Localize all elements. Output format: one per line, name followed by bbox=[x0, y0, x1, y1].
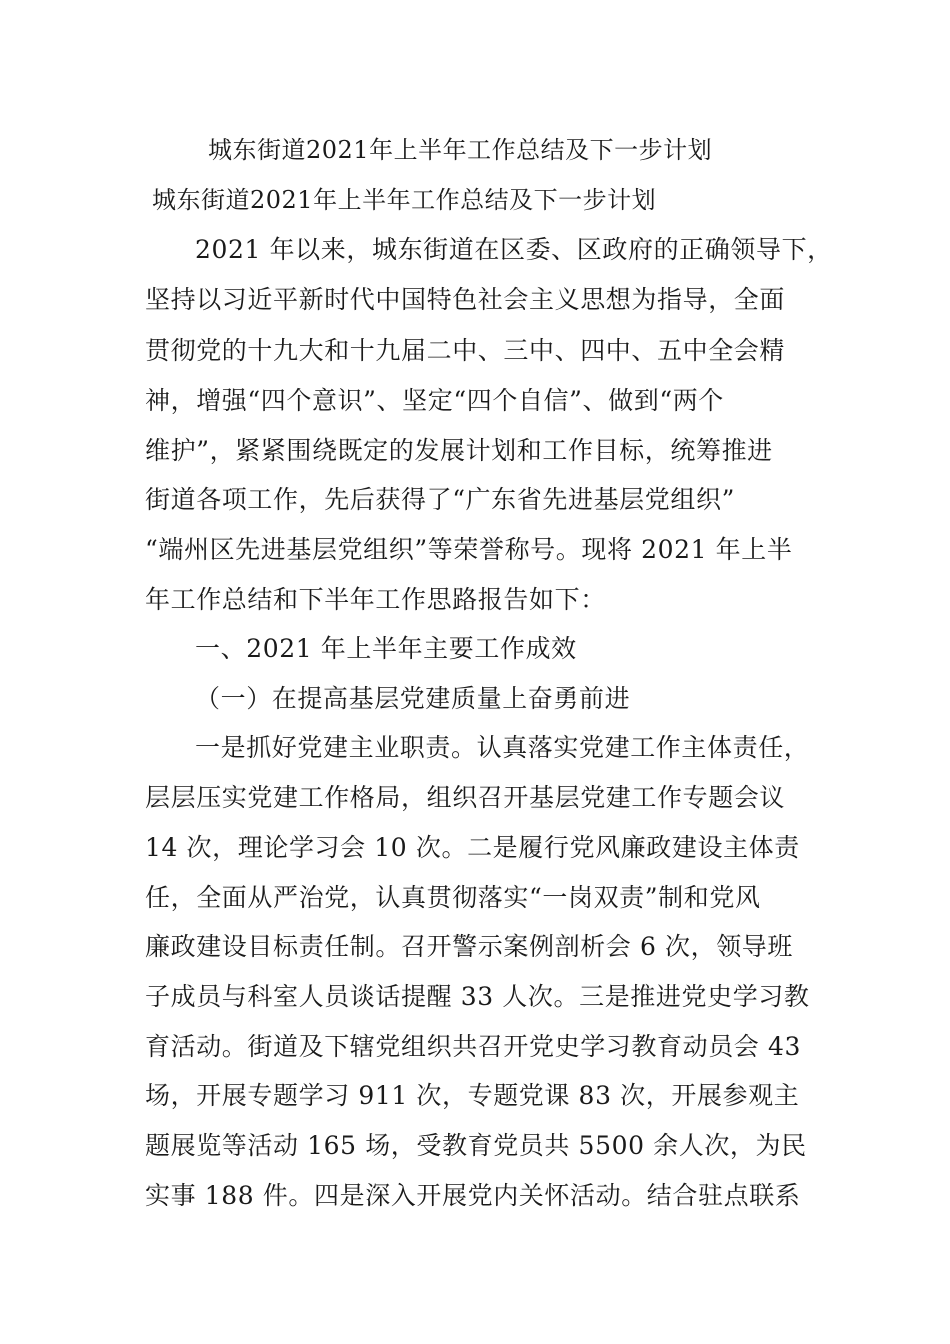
paragraph-line: 街道各项工作，先后获得了“广东省先进基层党组织” bbox=[145, 485, 735, 514]
paragraph-line: 一是抓好党建主业职责。认真落实党建工作主体责任， bbox=[195, 733, 810, 762]
paragraph-line: 14 次，理论学习会 10 次。二是履行党风廉政建设主体责 bbox=[145, 833, 800, 862]
paragraph-line: 坚持以习近平新时代中国特色社会主义思想为指导，全面 bbox=[145, 285, 786, 314]
document-subtitle: 城东街道2021年上半年工作总结及下一步计划 bbox=[152, 186, 657, 214]
paragraph-line: 维护”，紧紧围绕既定的发展计划和工作目标，统筹推进 bbox=[145, 436, 773, 465]
paragraph-line: 2021 年以来，城东街道在区委、区政府的正确领导下， bbox=[195, 235, 833, 264]
document-title: 城东街道2021年上半年工作总结及下一步计划 bbox=[208, 136, 713, 164]
paragraph-line: “端州区先进基层党组织”等荣誉称号。现将 2021 年上半 bbox=[145, 535, 793, 564]
paragraph-line: 贯彻党的十九大和十九届二中、三中、四中、五中全会精 bbox=[145, 336, 786, 365]
paragraph-line: 任，全面从严治党，认真贯彻落实“一岗双责”制和党风 bbox=[145, 883, 761, 912]
paragraph-line: 年工作总结和下半年工作思路报告如下： bbox=[145, 585, 606, 614]
paragraph-line: 育活动。街道及下辖党组织共召开党史学习教育动员会 43 bbox=[145, 1032, 801, 1061]
paragraph-line: 廉政建设目标责任制。召开警示案例剖析会 6 次，领导班 bbox=[145, 932, 794, 961]
paragraph-line: 题展览等活动 165 场，受教育党员共 5500 余人次，为民 bbox=[145, 1131, 807, 1160]
paragraph-line: 神，增强“四个意识”、坚定“四个自信”、做到“两个 bbox=[145, 386, 724, 415]
paragraph-line: 子成员与科室人员谈话提醒 33 人次。三是推进党史学习教 bbox=[145, 982, 810, 1011]
paragraph-line: 场，开展专题学习 911 次，专题党课 83 次，开展参观主 bbox=[145, 1081, 800, 1110]
paragraph-line: 层层压实党建工作格局，组织召开基层党建工作专题会议 bbox=[145, 783, 786, 812]
section-heading: 一、2021 年上半年主要工作成效 bbox=[195, 634, 577, 663]
paragraph-line: 实事 188 件。四是深入开展党内关怀活动。结合驻点联系 bbox=[145, 1181, 801, 1210]
subsection-heading: （一）在提高基层党建质量上奋勇前进 bbox=[195, 684, 631, 713]
